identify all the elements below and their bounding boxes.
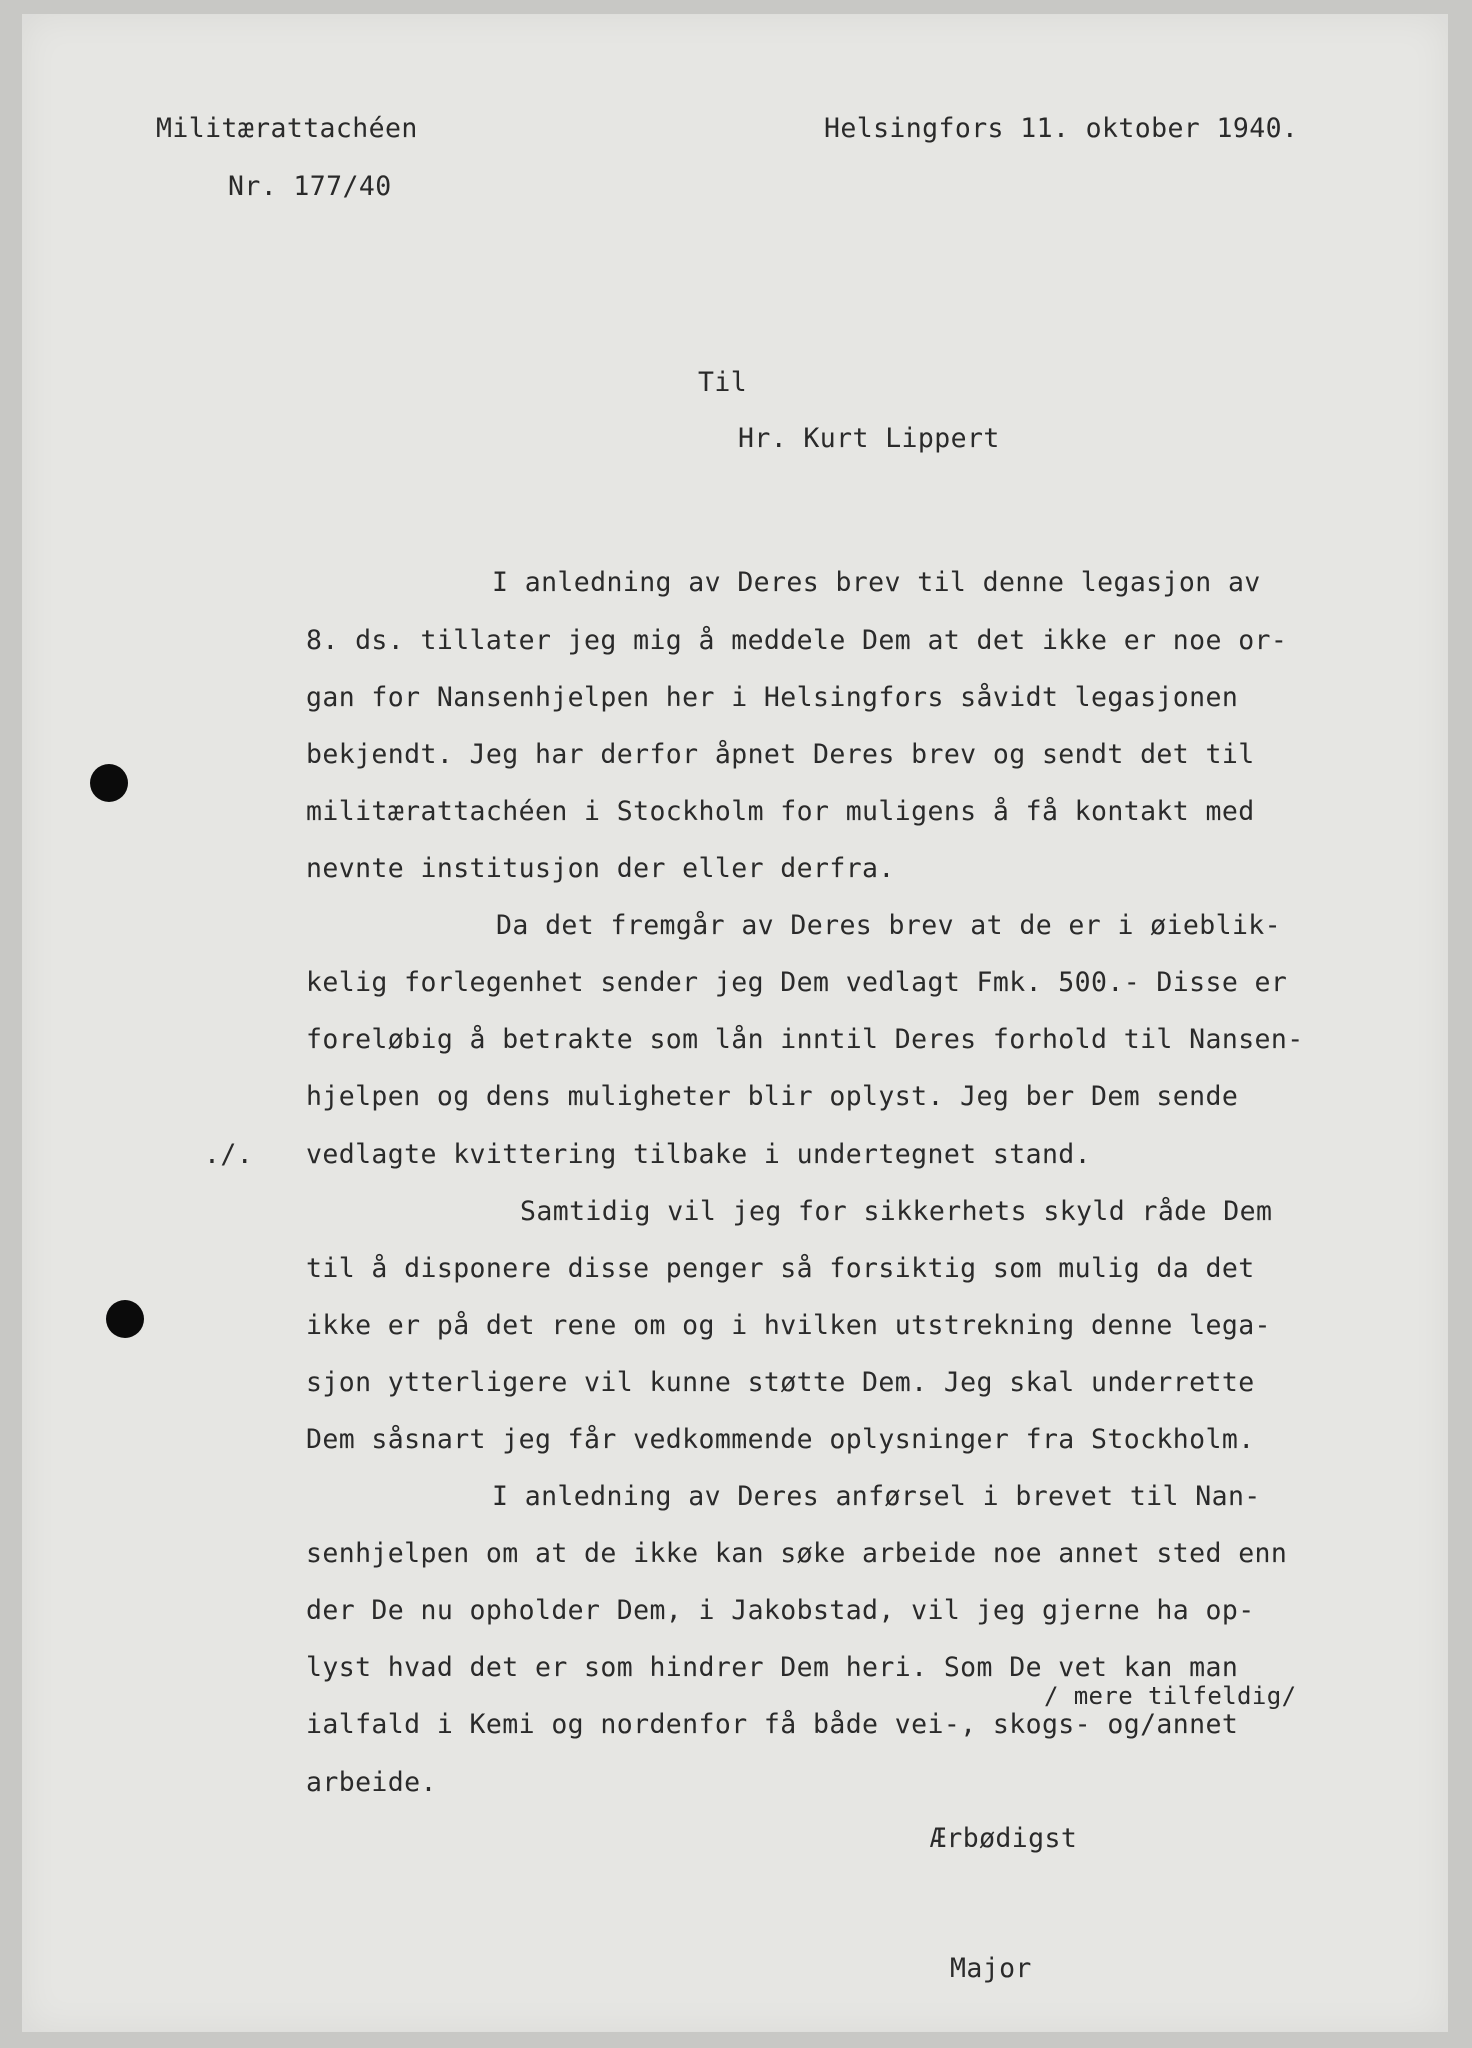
body-line: kelig forlegenhet sender jeg Dem vedlagt Fmk. 500.- Disse er [306, 967, 1288, 998]
body-line: arbeide. [306, 1767, 437, 1798]
margin-mark: ./. [204, 1139, 254, 1170]
letter-sheet [22, 14, 1448, 2032]
body-line: hjelpen og dens muligheter blir oplyst. Jeg ber Dem sende [306, 1081, 1239, 1112]
body-line: vedlagte kvittering tilbake i undertegnet stand. [306, 1139, 1092, 1170]
body-line: nevnte institusjon der eller derfra. [306, 853, 895, 884]
body-line: Samtidig vil jeg for sikkerhets skyld råde Dem [520, 1196, 1273, 1227]
place-date: Helsingfors 11. oktober 1940. [824, 113, 1299, 144]
body-line: I anledning av Deres anførsel i brevet til Nan- [492, 1481, 1261, 1512]
body-line: ikke er på det rene om og i hvilken utstrekning denne lega- [306, 1310, 1271, 1341]
body-line: sjon ytterligere vil kunne støtte Dem. Jeg skal underrette [306, 1367, 1255, 1398]
body-line: bekjendt. Jeg har derfor åpnet Deres brev og sendt det til [306, 739, 1255, 770]
body-line: lyst hvad det er som hindrer Dem heri. Som De vet kan man [306, 1652, 1239, 1683]
body-line: Da det fremgår av Deres brev at de er i øieblik- [496, 910, 1282, 941]
body-line: der De nu opholder Dem, i Jakobstad, vil jeg gjerne ha op- [306, 1595, 1255, 1626]
body-line: foreløbig å betrakte som lån inntil Deres forhold til Nansen- [306, 1024, 1304, 1055]
body-line: senhjelpen om at de ikke kan søke arbeide noe annet sted enn [306, 1538, 1288, 1569]
handwritten-style-insertion: / mere tilfeldig/ [1044, 1682, 1297, 1710]
reference-number: Nr. 177/40 [228, 171, 392, 202]
body-line: Dem såsnart jeg får vedkommende oplysninger fra Stockholm. [306, 1424, 1255, 1455]
body-line: 8. ds. tillater jeg mig å meddele Dem at det ikke er noe or- [306, 625, 1288, 656]
closing-title: Major [950, 1953, 1032, 1984]
punch-hole-bottom [106, 1300, 144, 1338]
punch-hole-top [90, 764, 128, 802]
addressee-to: Til [698, 367, 748, 398]
body-line: gan for Nansenhjelpen her i Helsingfors såvidt legasjonen [306, 682, 1239, 713]
body-line: militærattachéen i Stockholm for muligens å få kontakt med [306, 796, 1255, 827]
addressee-name: Hr. Kurt Lippert [738, 423, 1000, 454]
body-line: ialfald i Kemi og nordenfor få både vei-, skogs- og/annet [306, 1709, 1239, 1740]
body-line: til å disponere disse penger så forsiktig som mulig da det [306, 1253, 1255, 1284]
closing-greeting: Ærbødigst [930, 1823, 1078, 1854]
sender-label: Militærattachéen [156, 113, 418, 144]
body-line: I anledning av Deres brev til denne legasjon av [492, 567, 1261, 598]
